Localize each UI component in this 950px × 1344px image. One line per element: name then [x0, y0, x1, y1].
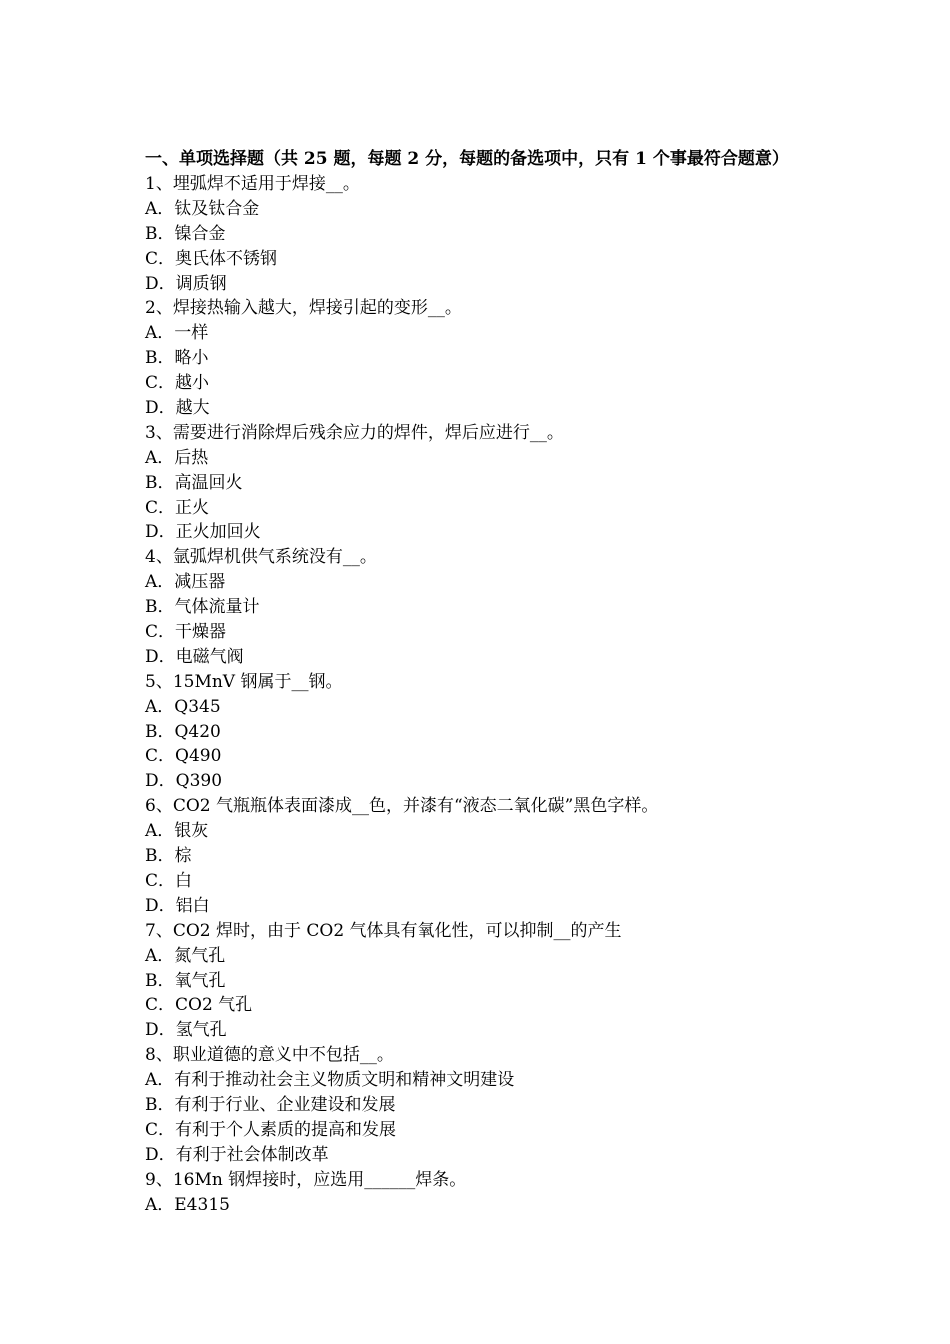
option-c: C．Q490: [145, 746, 222, 767]
option-a: A．钛及钛合金: [145, 198, 260, 219]
document-page: [145, 147, 845, 1217]
option-a: A．氮气孔: [145, 945, 226, 966]
option-b: B．Q420: [145, 721, 221, 742]
option-d: D．越大: [145, 398, 210, 419]
option-b: B．棕: [145, 846, 192, 867]
question-stem: 1、埋弧焊不适用于焊接__。: [145, 174, 360, 194]
question-stem: 7、CO2 焊时，由于 CO2 气体具有氧化性，可以抑制__的产生: [145, 920, 622, 941]
question-stem: 6、CO2 气瓶瓶体表面漆成__色，并漆有“液态二氧化碳”黑色字样。: [145, 796, 659, 817]
question-8: [145, 1043, 845, 1167]
question-stem: 8、职业道德的意义中不包括__。: [145, 1045, 394, 1066]
question-stem: 5、15MnV 钢属于__钢。: [145, 671, 343, 692]
question-5: [145, 670, 845, 794]
option-d: D．电磁气阀: [145, 646, 244, 667]
option-a: A．后热: [145, 447, 209, 468]
question-9: [145, 1168, 845, 1218]
option-b: B．高温回火: [145, 472, 243, 493]
question-3: [145, 421, 845, 545]
option-d: D．铝白: [145, 895, 210, 916]
option-a: A．E4315: [145, 1194, 230, 1215]
option-b: B．气体流量计: [145, 597, 260, 618]
option-a: A．Q345: [145, 696, 221, 717]
section-heading: 一、单项选择题（共 25 题，每题 2 分，每题的备选项中，只有 1 个事最符合题意）: [145, 149, 789, 169]
option-a: A．一样: [145, 323, 209, 344]
question-stem: 4、氩弧焊机供气系统没有__。: [145, 547, 377, 568]
option-c: C．干燥器: [145, 622, 227, 643]
question-stem: 3、需要进行消除焊后残余应力的焊件，焊后应进行__。: [145, 422, 564, 443]
option-b: B．镍合金: [145, 223, 226, 244]
option-a: A．减压器: [145, 572, 226, 593]
option-d: D．有利于社会体制改革: [145, 1144, 329, 1165]
question-stem: 9、16Mn 钢焊接时，应选用______焊条。: [145, 1169, 467, 1190]
option-c: C．正火: [145, 497, 210, 518]
option-a: A．银灰: [145, 821, 209, 842]
option-b: B．氧气孔: [145, 970, 226, 991]
option-b: B．有利于行业、企业建设和发展: [145, 1094, 396, 1115]
question-1: [145, 172, 845, 296]
option-d: D．Q390: [145, 771, 223, 792]
option-c: C．CO2 气孔: [145, 995, 253, 1016]
option-d: D．正火加回火: [145, 522, 261, 543]
option-d: D．调质钢: [145, 273, 227, 294]
option-b: B．略小: [145, 348, 209, 369]
question-stem: 2、焊接热输入越大，焊接引起的变形__。: [145, 298, 462, 319]
option-a: A．有利于推动社会主义物质文明和精神文明建设: [145, 1070, 515, 1091]
question-2: [145, 296, 845, 420]
option-c: C．奥氏体不锈钢: [145, 248, 278, 269]
question-6: [145, 794, 845, 918]
option-d: D．氢气孔: [145, 1020, 227, 1041]
option-c: C．越小: [145, 373, 210, 394]
question-4: [145, 545, 845, 669]
option-c: C．白: [145, 870, 193, 891]
question-7: [145, 919, 845, 1043]
option-c: C．有利于个人素质的提高和发展: [145, 1119, 397, 1140]
